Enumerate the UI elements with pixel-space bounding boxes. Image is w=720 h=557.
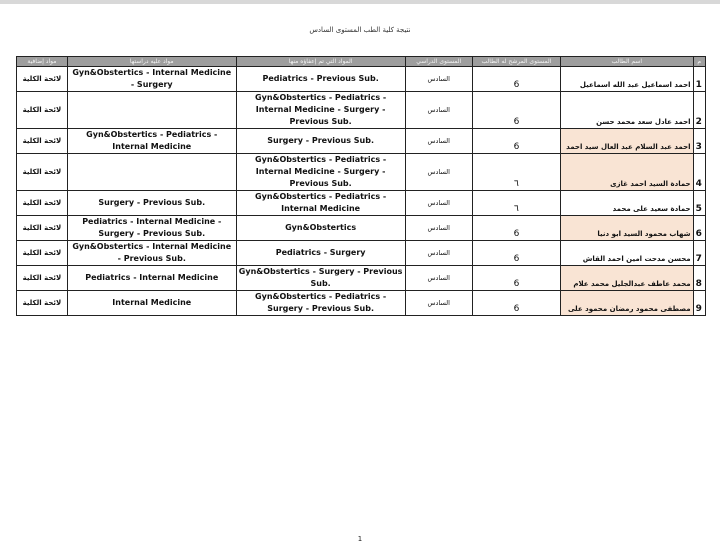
- study-year: السادس: [405, 266, 472, 291]
- table-row: [17, 92, 706, 129]
- row-number: 6: [693, 216, 705, 241]
- table-header-row: [17, 57, 706, 67]
- header-exempt: المواد التي تم إعفاؤه منها: [236, 57, 405, 67]
- exempted-subjects: Gyn&Obstertics: [236, 216, 405, 241]
- header-level: المستوى المرشح له الطالب: [472, 57, 560, 67]
- table-row: [17, 191, 706, 216]
- exempted-subjects: Surgery - Previous Sub.: [236, 129, 405, 154]
- header-study: مواد عليه دراستها: [67, 57, 236, 67]
- candidate-level: 6: [472, 129, 560, 154]
- exempted-subjects: Gyn&Obstertics - Surgery - Previous Sub.: [236, 266, 405, 291]
- student-name: احمد عبد السلام عبد العال سيد احمد: [560, 129, 693, 154]
- required-subjects: Internal Medicine: [67, 291, 236, 316]
- exempted-subjects: Gyn&Obstertics - Pediatrics - Internal Medicine - Surgery - Previous Sub.: [236, 154, 405, 191]
- additional-subjects: لائحة الكلية: [17, 92, 68, 129]
- document-title: نتيجة كلية الطب المستوى السادس: [309, 26, 411, 34]
- additional-subjects: لائحة الكلية: [17, 291, 68, 316]
- student-name: مصطفى محمود رمضان محمود على: [560, 291, 693, 316]
- study-year: السادس: [405, 216, 472, 241]
- student-name: حمادة السيد احمد غازى: [560, 154, 693, 191]
- student-name: احمد عادل سعد محمد حسن: [560, 92, 693, 129]
- candidate-level: ٦: [472, 154, 560, 191]
- study-year: السادس: [405, 191, 472, 216]
- row-number: 1: [693, 67, 705, 92]
- study-year: السادس: [405, 241, 472, 266]
- row-number: 8: [693, 266, 705, 291]
- required-subjects: Pediatrics - Internal Medicine: [67, 266, 236, 291]
- required-subjects: Surgery - Previous Sub.: [67, 191, 236, 216]
- required-subjects: Gyn&Obstertics - Internal Medicine - Surgery: [67, 67, 236, 92]
- candidate-level: 6: [472, 241, 560, 266]
- student-name: احمد اسماعيل عبد الله اسماعيل: [560, 67, 693, 92]
- exempted-subjects: Gyn&Obstertics - Pediatrics - Internal Medicine: [236, 191, 405, 216]
- exempted-subjects: Gyn&Obstertics - Pediatrics - Surgery - Previous Sub.: [236, 291, 405, 316]
- student-name: محمد عاطف عبدالجليل محمد علام: [560, 266, 693, 291]
- additional-subjects: لائحة الكلية: [17, 154, 68, 191]
- additional-subjects: لائحة الكلية: [17, 129, 68, 154]
- exempted-subjects: Pediatrics - Surgery: [236, 241, 405, 266]
- table-row: [17, 241, 706, 266]
- header-num: م: [693, 57, 705, 67]
- table-row: [17, 291, 706, 316]
- additional-subjects: لائحة الكلية: [17, 241, 68, 266]
- row-number: 4: [693, 154, 705, 191]
- row-number: 7: [693, 241, 705, 266]
- row-number: 9: [693, 291, 705, 316]
- header-name: اسم الطالب: [560, 57, 693, 67]
- required-subjects: Gyn&Obstertics - Internal Medicine - Previous Sub.: [67, 241, 236, 266]
- study-year: السادس: [405, 129, 472, 154]
- exempted-subjects: Pediatrics - Previous Sub.: [236, 67, 405, 92]
- top-band: [0, 0, 720, 4]
- table-row: [17, 154, 706, 191]
- additional-subjects: لائحة الكلية: [17, 266, 68, 291]
- header-faculty: مواد إضافية: [17, 57, 68, 67]
- row-number: 3: [693, 129, 705, 154]
- candidate-level: ٦: [472, 191, 560, 216]
- study-year: السادس: [405, 154, 472, 191]
- study-year: السادس: [405, 67, 472, 92]
- candidate-level: 6: [472, 67, 560, 92]
- required-subjects: [67, 154, 236, 191]
- student-name: شهاب محمود السيد ابو دنيا: [560, 216, 693, 241]
- study-year: السادس: [405, 92, 472, 129]
- required-subjects: Gyn&Obstertics - Pediatrics - Internal Medicine: [67, 129, 236, 154]
- table-row: [17, 216, 706, 241]
- candidate-level: 6: [472, 266, 560, 291]
- additional-subjects: لائحة الكلية: [17, 216, 68, 241]
- candidate-level: 6: [472, 291, 560, 316]
- student-name: حمادة سعيد على محمد: [560, 191, 693, 216]
- student-name: محسن مدحت امين احمد القاش: [560, 241, 693, 266]
- additional-subjects: لائحة الكلية: [17, 191, 68, 216]
- candidate-level: 6: [472, 216, 560, 241]
- page-number: 1: [357, 535, 363, 543]
- table-row: [17, 67, 706, 92]
- candidate-level: 6: [472, 92, 560, 129]
- table-row: [17, 129, 706, 154]
- results-table: [16, 56, 706, 316]
- additional-subjects: لائحة الكلية: [17, 67, 68, 92]
- row-number: 5: [693, 191, 705, 216]
- study-year: السادس: [405, 291, 472, 316]
- required-subjects: [67, 92, 236, 129]
- exempted-subjects: Gyn&Obstertics - Pediatrics - Internal Medicine - Surgery - Previous Sub.: [236, 92, 405, 129]
- header-year: المستوى الدراسي: [405, 57, 472, 67]
- row-number: 2: [693, 92, 705, 129]
- table-row: [17, 266, 706, 291]
- required-subjects: Pediatrics - Internal Medicine - Surgery - Previous Sub.: [67, 216, 236, 241]
